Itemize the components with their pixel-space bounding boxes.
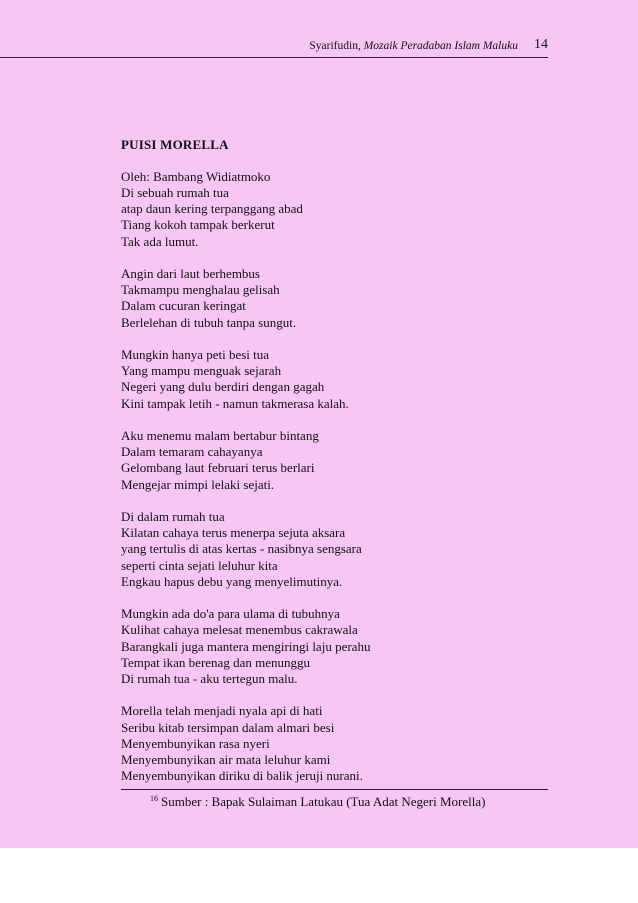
header-book-title: Mozaik Peradaban Islam Maluku (363, 40, 518, 52)
header-citation (309, 40, 518, 52)
poem-line: Menyembunyikan air mata leluhur kami (121, 752, 331, 768)
header-divider (0, 57, 548, 58)
poem-line: Di rumah tua - aku tertegun malu. (121, 671, 298, 687)
poem-line: Tempat ikan berenag dan menunggu (121, 654, 310, 670)
poem-line: Mengejar mimpi lelaki sejati. (121, 476, 275, 492)
poem-stanza (121, 266, 370, 331)
poem-line: Menyembunyikan diriku di balik jeruji nurani. (121, 768, 363, 784)
poem-line: Barangkali juga mantera mengiringi laju perahu (121, 638, 371, 654)
footnote (150, 794, 485, 810)
poem-line: Takmampu menghalau gelisah (121, 282, 280, 298)
poem-line: Seribu kitab tersimpan dalam almari besi (121, 719, 335, 735)
poem-stanza (121, 703, 370, 784)
poem-line: atap daun kering terpanggang abad (121, 201, 303, 217)
footnote-divider (121, 789, 548, 790)
poem-line: Mungkin ada do'a para ulama di tubuhnya (121, 606, 340, 622)
page-number: 14 (534, 37, 548, 52)
poem-line: Kini tampak letih - namun takmerasa kalah. (121, 395, 349, 411)
poem-line: Kilatan cahaya terus menerpa sejuta aksara (121, 525, 346, 541)
poem-line: Berlelehan di tubuh tanpa sungut. (121, 314, 297, 330)
poem-line: Engkau hapus debu yang menyelimutinya. (121, 573, 343, 589)
poem-line: Tiang kokoh tampak berkerut (121, 217, 275, 233)
footnote-marker: 16 (150, 794, 158, 803)
poem-line: Mungkin hanya peti besi tua (121, 347, 270, 362)
poem-body (121, 185, 370, 784)
poem-line: Gelombang laut februari terus berlari (121, 460, 315, 476)
footnote-text: Sumber : Bapak Sulaiman Latukau (Tua Adat Negeri Morella) (161, 794, 486, 809)
poem-line: Negeri yang dulu berdiri dengan gagah (121, 379, 325, 395)
poem-line: Morella telah menjadi nyala api di hati (121, 703, 323, 719)
poem-line: Dalam temaram cahayanya (121, 444, 263, 460)
running-header (0, 36, 548, 56)
poem-stanza (121, 347, 370, 412)
poem-line: Yang mampu menguak sejarah (121, 363, 282, 379)
poem-line: Aku menemu malam bertabur bintang (121, 428, 319, 443)
poem-line: seperti cinta sejati leluhur kita (121, 557, 278, 573)
poem-stanza (121, 509, 370, 590)
poem-line: Di sebuah rumah tua (121, 185, 229, 200)
poem-title: PUISI MORELLA (121, 137, 229, 152)
poem-line: Menyembunyikan rasa nyeri (121, 735, 270, 751)
poem-author: Oleh: Bambang Widiatmoko (121, 169, 271, 184)
poem-stanza (121, 185, 370, 250)
poem-line: Angin dari laut berhembus (121, 266, 260, 281)
poem-line: Tak ada lumut. (121, 233, 199, 249)
poem-stanza (121, 428, 370, 493)
poem-line: Di dalam rumah tua (121, 509, 225, 524)
header-author: Syarifudin, (309, 40, 361, 52)
poem-line: Kulihat cahaya melesat menembus cakrawala (121, 622, 358, 638)
poem-line: yang tertulis di atas kertas - nasibnya sengsara (121, 541, 362, 557)
poem-line: Dalam cucuran keringat (121, 298, 246, 314)
poem-stanza (121, 606, 370, 687)
